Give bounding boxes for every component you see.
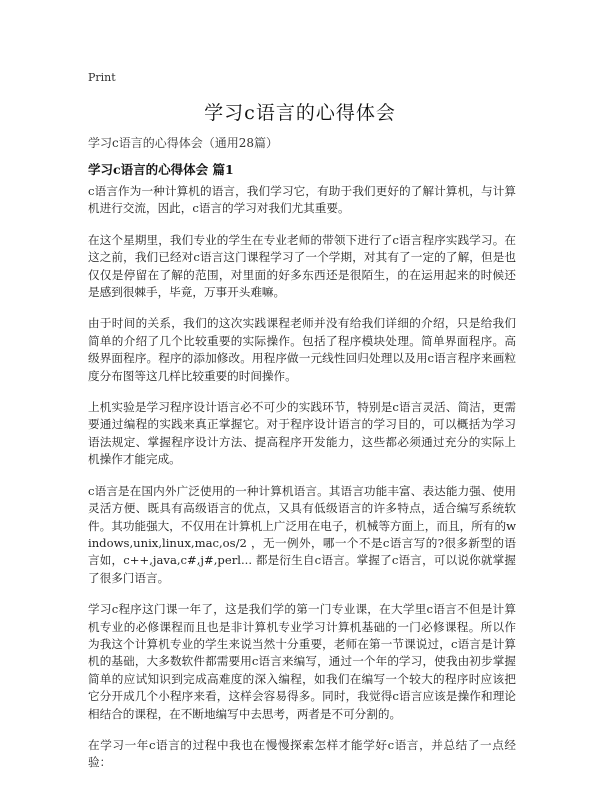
- paragraph: c语言作为一种计算机的语言，我们学习它，有助于我们更好的了解计算机，与计算机进行交流，因此，c语言的学习对我们尤其重要。: [88, 184, 516, 216]
- section-heading: 学习c语言的心得体会 篇1: [88, 162, 234, 177]
- paragraph: 在这个星期里，我们专业的学生在专业老师的带领下进行了c语言程序实践学习。在这之前，我们已经对c语言这门课程学习了一个学期，对其有了一定的了解，但是也仅仅是停留在了解的范围，对里面的好多东西还是很陌生，的在运用起来的时候还是感到很棘手，毕竟，万事开头难嘛。: [88, 232, 516, 300]
- print-label: Print: [88, 71, 116, 84]
- paragraph: 由于时间的关系，我们的这次实践课程老师并没有给我们详细的介绍，只是给我们简单的介绍了几个比较重要的实际操作。包括了程序模块处理。简单界面程序。高级界面程序。程序的添加修改。用程序做一元线性回归处理以及用c语言程序来画粒度分布图等这几样比较重要的时间操作。: [88, 316, 516, 383]
- paragraph: c语言是在国内外广泛使用的一种计算机语言。其语言功能丰富、表达能力强、使用灵活方便、既具有高级语言的优点，又具有低级语言的许多特点，适合编写系统软件。其功能强大，不仅用在计算机上广泛用在电子，机械等方面上，而且，所有的windows,unix,linux,mac,os/2 ，无一例外，哪一个不是c语言写的?很多新型的语言如，c++,java,c#,j#,perl... 都是衍生自c语言。掌握了c语言，可以说你就掌握了很多门语言。: [88, 483, 516, 585]
- document-body: [88, 183, 516, 786]
- document-title: 学习c语言的心得体会: [204, 102, 396, 124]
- document-subtitle: 学习c语言的心得体会（通用28篇）: [88, 136, 278, 150]
- paragraph: 学习c程序这门课一年了，这是我们学的第一门专业课，在大学里c语言不但是计算机专业的必修课程而且也是非计算机专业学习计算机基础的一门必修课程。所以作为我这个计算机专业的学生来说当然十分重要，老师在第一节课说过，c语言是计算机的基础，大多数软件都需要用c语言来编写，通过一个年的学习，使我由初步掌握简单的应试知识到完成高难度的深入编程，如我们在编写一个较大的程序时应该把它分开成几个小程序来看，这样会容易得多。同时，我觉得c语言应该是操作和理论相结合的课程，在不断地编写中去思考，两者是不可分割的。: [88, 602, 516, 721]
- paragraph: 上机实验是学习程序设计语言必不可少的实践环节，特别是c语言灵活、简洁，更需要通过编程的实践来真正掌握它。对于程序设计语言的学习目的，可以概括为学习语法规定、掌握程序设计方法、提高程序开发能力，这些都必须通过充分的实际上机操作才能完成。: [88, 400, 516, 467]
- paragraph: 在学习一年c语言的过程中我也在慢慢探索怎样才能学好c语言，并总结了一点经验：: [88, 737, 516, 770]
